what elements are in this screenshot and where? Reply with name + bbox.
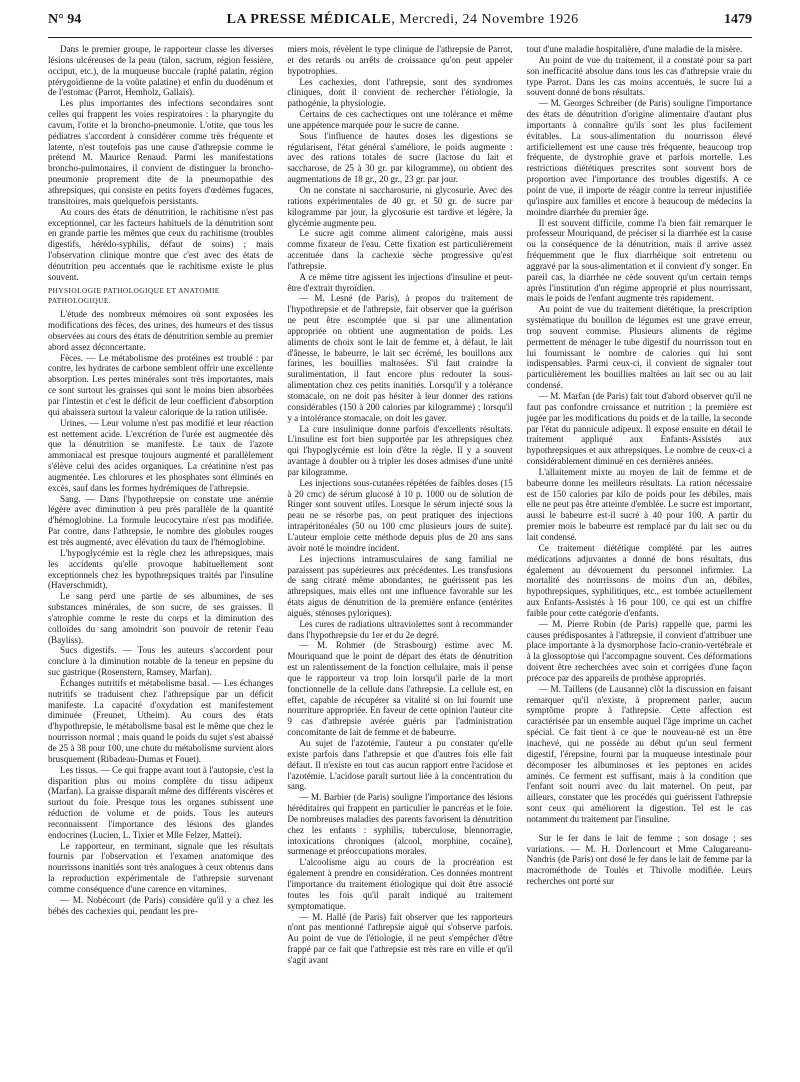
paragraph: — M. Lesné (de Paris), à propos du traitement de l'hypothrepsie et de l'athrepsie, fait observer que la guérison ne peut être escomptée que si par une alimentation appropriée on obtient une augmentation de poids. Les aliments de choix sont le lait de femme et, à défaut, le lait d'ânesse, le babeurre, le lait sec écrémé, les bouillons aux farines, les bouillies maltosées. S'il faut craindre la suralimentation, il faut encore plus redouter la sous-alimentation chez ces petits inanitiés. Lorsqu'il y a tolérance stomacale, on ne doit pas hésiter à leur donner des rations considérables (150 à 200 calories par kilogramme) ; lorsqu'il y a intolérance stomacale, on doit les gaver.: [287, 293, 513, 423]
paragraph: Dans le premier groupe, le rapporteur classe les diverses lésions ulcéreuses de la peau (talon, sacrum, région fessière, occiput, etc.), de la muqueuse buccale (raphé palatin, région ptérygoïdienne de la voûte palatine) et enfin du duodénum et de l'estomac (Parrot, Hemholz, Gallais).: [48, 44, 274, 98]
paragraph: — M. Hallé (de Paris) fait observer que les rapporteurs n'ont pas mentionné l'athrepsie aiguë qui s'observe parfois. Au point de vue de l'étiologie, il ne peut s'empêcher d'être frappé par ce fait que l'athrepsie est très rare en ville et qu'il s'agit avant: [287, 911, 513, 965]
paragraph: Le sang perd une partie de ses albumines, de ses substances minérales, de son sucre, de ses graisses. Il s'atrophie comme le reste du corps et la diminution des colloïdes du sang amoindrit son pouvoir de retenir l'eau (Bayliss).: [48, 591, 274, 645]
issue-number: N° 94: [48, 12, 82, 27]
paragraph: Sous l'influence de hautes doses les digestions se régularisent, l'état général s'améliore, le poids augmente : avec des rations totales de sucre (lactose du lait et saccharose, de 25 à 30 gr. par kilogramme), on obtient des augmentations de 18 gr., 20 gr., 23 gr. par jour.: [287, 130, 513, 185]
section-heading: PHYSIOLOGIE PATHOLOGIQUE ET ANATOMIE PATHOLOGIQUE.: [48, 285, 220, 306]
paragraph: — M. Taillens (de Lausanne) clôt la discussion en faisant remarquer qu'il n'existe, à proprement parler, aucun symptôme propre à l'athrepsie. Cette affection est caractérisée par un ensemble auquel l'âge imprime un cachet spécial. Ce fait tient à ce que le nouveau-né est un être inachevé, qui ne possède au début qu'un seul ferment digestif, l'érepsine, fourni par la muqueuse intestinale pour décomposer les albuminoses et les peptones en acides aminés. Ce ferment est suffisant, mais à la condition que l'enfant soit nourri avec du lait maternel. On peut, par ailleurs, constater que les procédés qui guérissent l'athrepsie sont ceux qui améliorent la digestion. Tel est le cas notamment du traitement par l'insuline.: [526, 683, 752, 824]
paragraph: — M. Marfan (de Paris) fait tout d'abord observer qu'il ne faut pas confondre croissance et nutrition ; la première est jugée par les modifications du poids et de la taille, la seconde par l'état du pannicule adipeux. Il expose ensuite en détail le traitement appliqué aux Enfants-Assistés aux hypothrepsiques et aux athrepsiques. Le nombre de ceux-ci a considérablement diminué en ces dernières années.: [526, 391, 752, 467]
column-2: [287, 44, 512, 1074]
paragraph: A ce même titre agissent les injections d'insuline et peut-être d'extrait thyroïdien.: [287, 271, 513, 293]
paragraph: L'alcoolisme aigu au cours de la procréation est également à prendre en considération. Ces données montrent l'importance du traitement étiologique qui doit être associé toutes les fois qu'il paraît indiqué au traitement symptomatique.: [287, 857, 513, 911]
paragraph: — M. Georges Schreiber (de Paris) souligne l'importance des états de dénutrition d'origine alimentaire d'autant plus importants à connaître qu'ils sont les plus facilement évitables. La sous-alimentation du nourrisson élevé artificiellement est une cause très fréquente, beaucoup trop fréquente, de dystrophie grave et parfois mortelle. Les restrictions diététiques prescrites sont souvent hors de proportion avec l'importance des troubles digestifs. A ce point de vue, il importe de réagir contre la terreur injustifiée qu'inspire aux familles et encore à beaucoup de médecins la moindre diarrhée du premier âge.: [526, 98, 752, 217]
paragraph: Les cures de radiations ultraviolettes sont à recommander dans l'hypothrepsie du 1er et du 2e degré.: [287, 618, 513, 640]
paragraph: Urines. — Leur volume n'est pas modifié et leur réaction est nettement acide. L'excrétion de l'urée est augmentée dès que la dénutrition se manifeste. Le taux de l'azote ammoniacal est presque toujours augmenté et parallèlement s'élève celui des acides organiques. La créatinine n'est pas augmentée. Les chlorures et les phosphates sont éliminés en excès, sauf dans les formes hydrémiques de l'athrepsie.: [48, 417, 274, 493]
paragraph: Échanges nutritifs et métabolisme basal. — Les échanges nutritifs se traduisent chez l'athrepsique par un déficit manifeste. La capacité d'oxydation est manifestement diminuée (Freunet, Utheim). Au cours des états d'hypothrepsie, le métabolisme basal est le même que chez le nourrisson normal ; mais quand le poids du sujet s'est abaissé de 25 à 38 pour 100, une chute du métabolisme survient alors brusquement (Ribadeau-Dumas et Fouet).: [48, 677, 274, 764]
paragraph: Les tissus. — Ce qui frappe avant tout à l'autopsie, c'est la disparition plus ou moins complète du tissu adipeux (Marfan). La graisse disparaît même des différents viscères et surtout du foie. Presque tous les organes subissent une réduction de volume et de poids. Tous les auteurs reconnaissent l'importance des lésions des glandes endocrines (Lucien, L. Tixier et Mlle Felzer, Mattei).: [48, 764, 274, 840]
paragraph: — M. Nobécourt (de Paris) considère qu'il y a chez les bébés des cachexies qui, pendant les pre-: [48, 894, 274, 916]
paragraph: Sang. — Dans l'hypothrepsie on constate une anémie légère avec diminution à peu près parallèle de la quantité d'hémoglobine. La formule leucocytaire n'est pas modifiée. Par contre, dans l'athrepsie, le nombre des globules rouges est très augmenté, avec élévation du taux de l'hémoglobine.: [48, 493, 274, 547]
paragraph: On ne constate ni saccharosurie, ni glycosurie. Avec des rations expérimentales de 40 gr. et 50 gr. de sucre par kilogramme par jour, la glycosurie est tardive et légère, la glycémie augmente peu.: [287, 184, 513, 228]
paragraph: Il est souvent difficile, comme l'a bien fait remarquer le professeur Mouriquand, de préciser si la diarrhée est la cause ou la conséquence de la dénutrition, mais il arrive assez fréquemment que le flux diarrhéique soit entretenu ou aggravé par la sous-alimentation et il convient d'y songer. En pareil cas, la diarrhée ne cède souvent qu'un certain temps après l'institution d'un régime approprié et plus nourrissant, mais le poids de l'enfant augmente très rapidement.: [526, 217, 752, 304]
paragraph: tout d'une maladie hospitalière, d'une maladie de la misère.: [526, 44, 743, 54]
paragraph: Les plus importantes des infections secondaires sont celles qui frappent les voies respiratoires : la pharyngite du cavum, l'otite et la broncho-pneumonie. L'otite, que tous les pédiatres s'accordent à considérer comme très fréquente et latente, n'est toutefois pas une cause d'athrepsie comme le prétend M. Maurice Renaud. Parmi les manifestations broncho-pulmonaires, il convient de distinguer la broncho-pneumonie proprement dite de la pneumopathie des athrepsiques, qui consiste en petits foyers d'œdèmes fugaces, transitoires, mais quelquefois persistants.: [48, 98, 274, 206]
paragraph: La cure insulinique donne parfois d'excellents résultats. L'insuline est fort bien supportée par les athrepsiques chez qui l'hypoglycémie est loin d'être la règle. Il y a souvent avantage à doubler ou à tripler les doses admises d'une unité par kilogramme.: [287, 423, 513, 477]
article-body: [48, 44, 752, 1074]
page-header: [48, 12, 752, 38]
page-number: 1479: [724, 12, 752, 27]
column-1: [48, 44, 273, 1074]
paragraph: Sucs digestifs. — Tous les auteurs s'accordent pour conclure à la diminution notable de la teneur en pepsine du suc gastrique (Rosenstern, Ramsey, Marfan).: [48, 645, 274, 678]
paragraph: — M. Rohmer (de Strasbourg) estime avec M. Mouriquand que le point de départ des états de dénutrition est un ralentissement de la fonction cellulaire, mais il pense que le rapporteur va trop loin lorsqu'il parle de la mort fonctionnelle de la cellule dans l'athrepsie. La cellule est, en effet, capable de récupérer sa vitalité si on lui fournit une nourriture appropriée. En faveur de cette opinion l'auteur cite 9 cas d'athrepsie avérée guéris par l'administration concomitante de lait de femme et de babeurre.: [287, 640, 513, 738]
paragraph: — M. Barbier (de Paris) souligne l'importance des lésions héréditaires qui frappent en particulier le pancréas et le foie. De nombreuses maladies des parents favorisent la dénutrition chez les enfants : syphilis, tuberculose, blennorragie, intoxications chroniques (alcool, morphine, cocaïne), surmenage et préoccupations morales.: [287, 792, 513, 857]
paragraph: Certains de ces cachectiques ont une tolérance et même une appétence marquée pour le sucre de canne.: [287, 109, 513, 130]
paragraph: Au cours des états de dénutrition, le rachitisme n'est pas exceptionnel, car les facteurs habituels de la dénutrition sont en grande partie les mêmes que ceux du rachitisme (troubles digestifs, hérédo-syphilis, défaut de soins) ; mais l'observation clinique montre que c'est avec des états de dénutrition peu accentués que le rachitisme existe le plus souvent.: [48, 206, 274, 282]
paragraph: Ce traitement diététique complété par les autres médications adjuvantes a donné de bons résultats, dus également au dévouement du personnel infirmier. La mortalité des nourrissons de moins d'un an, débiles, hypothrepsiques, syphilitiques, etc., est tombée actuellement aux Enfants-Assistés à 16 pour 100, ce qui est un chiffre faible pour cette catégorie d'enfants.: [526, 542, 752, 618]
column-3: [527, 44, 752, 1074]
new-topic-paragraph: Sur le fer dans le lait de femme ; son dosage ; ses variations. — M. H. Dorlencourt et Mme Calugareanu-Nandris (de Paris) ont dosé le fer dans le lait de femme par la macrométhode de Toulès et Thivolle modifiée. Leurs recherches ont porté sur: [526, 832, 752, 887]
paragraph: Au point de vue du traitement diététique, la prescription systématique du bouillon de légumes est une grave erreur, trop souvent commise. Plusieurs aliments de régime permettent de ménager le tube digestif du nourrisson tout en lui fournissant le nombre de calories qui lui sont indispensables. Parmi ceux-ci, il convient de signaler tout particulièrement les bouillies maltées au lait sec ou au lait condensé.: [526, 304, 752, 391]
journal-name: LA PRESSE MÉDICALE: [226, 12, 392, 27]
paragraph: — M. Pierre Robin (de Paris) rappelle que, parmi les causes prédisposantes à l'athrepsie, il convient d'attribuer une place importante à la dysmorphose facio-cranio-vertébrale et à la glossoptose qui l'accompagne souvent. Ces déformations doivent être recherchées avec soin et corrigées d'une façon précoce par des appareils de prothèse appropriés.: [526, 618, 752, 683]
paragraph: L'allaitement mixte au moyen de lait de femme et de babeurre donne les meilleurs résultats. La ration nécessaire est de 150 calories par kilo de poids pour les débiles, mais elle ne peut pas être atteinte d'emblée. Le sucre est important, aussi le babeurre est-il sucré à 40 pour 100. A partir du premier mois le babeurre est remplacé par du lait sec ou du lait condensé.: [526, 466, 752, 542]
paragraph: Le sucre agit comme aliment calorigène, mais aussi comme fixateur de l'eau. Cette fixation est particulièrement accentuée dans la cachexie sèche progressive qu'est l'athrepsie.: [287, 228, 513, 271]
paragraph: Les injections sous-cutanées répétées de faibles doses (15 à 20 cmc) de sérum glucosé à 10 p. 1000 ou de solution de Ringer sont souvent utiles. Lorsque le sérum injecté sous la peau ne se résorbe pas, on peut pratiquer des injections intrapéritonéales (50 ou 100 cmc plusieurs jours de suite). L'auteur emploie cette méthode depuis plus de 20 ans sans avoir noté le moindre incident.: [287, 477, 513, 553]
paragraph: Fèces. — Le métabolisme des protéines est troublé : par contre, les hydrates de carbone semblent offrir une excellente absorption. Les pertes minérales sont très importantes, mais ce sont surtout les graisses qui sont le moins bien absorbées par l'intestin et c'est le déficit de leur coefficient d'absorption qui abaissera surtout la valeur calorique de la ration utilisée.: [48, 352, 274, 417]
paragraph: Les cachexies, dont l'athrepsie, sont des syndromes cliniques, dont il convient de rechercher l'étiologie, la pathogénie, la physiologie.: [287, 76, 513, 109]
paragraph: Les injections intramusculaires de sang familial ne paraissent pas supérieures aux précédentes. Les transfusions de sang citraté même abondantes, ne guérissent pas les athrepsiques, mais elles ont une influence favorable sur les états aigus de dénutrition de la première enfance (entérites aiguës, sténoses pyloriques).: [287, 553, 513, 618]
paragraph: Au sujet de l'azotémie, l'auteur a pu constater qu'elle existe parfois dans l'athrepsie et que d'autres fois elle fait défaut. Il n'existe en tout cas aucun rapport entre l'acidose et l'azotémie. L'acidose paraît surtout liée à la concentration du sang.: [287, 738, 513, 792]
paragraph: Au point de vue du traitement, il a constaté pour sa part son inefficacité absolue dans tous les cas d'athrepsie vraie du type Parrot. Dans les cas moins accentués, le sucre lui a souvent donné de bons résultats.: [526, 54, 752, 98]
running-title: [227, 12, 579, 28]
paragraph: miers mois, révèlent le type clinique de l'athrepsie de Parrot, et des retards ou arrêts de croissance qu'on peut appeler hypotrophies.: [287, 44, 513, 76]
issue-date: , Mercredi, 24 Novembre 1926: [391, 12, 579, 27]
paragraph: L'hypoglycémie est la règle chez les athrepsiques, mais les accidents qu'elle provoque habituellement sont exceptionnels chez les hypothrepsiques traités par l'insuline (Haverschmidt).: [48, 547, 274, 591]
paragraph: Le rapporteur, en terminant, signale que les résultats fournis par l'observation et l'examen anatomique des nourrissons inanitiés sont très analogues à ceux obtenus dans la reproduction expérimentale de l'athrepsie survenant comme conséquence d'une carence en vitamines.: [48, 840, 274, 894]
paragraph: L'étude des nombreux mémoires où sont exposées les modifications des fèces, des urines, des humeurs et des tissus observées au cours des états de dénutrition semble au premier abord assez déconcertante.: [48, 309, 274, 352]
